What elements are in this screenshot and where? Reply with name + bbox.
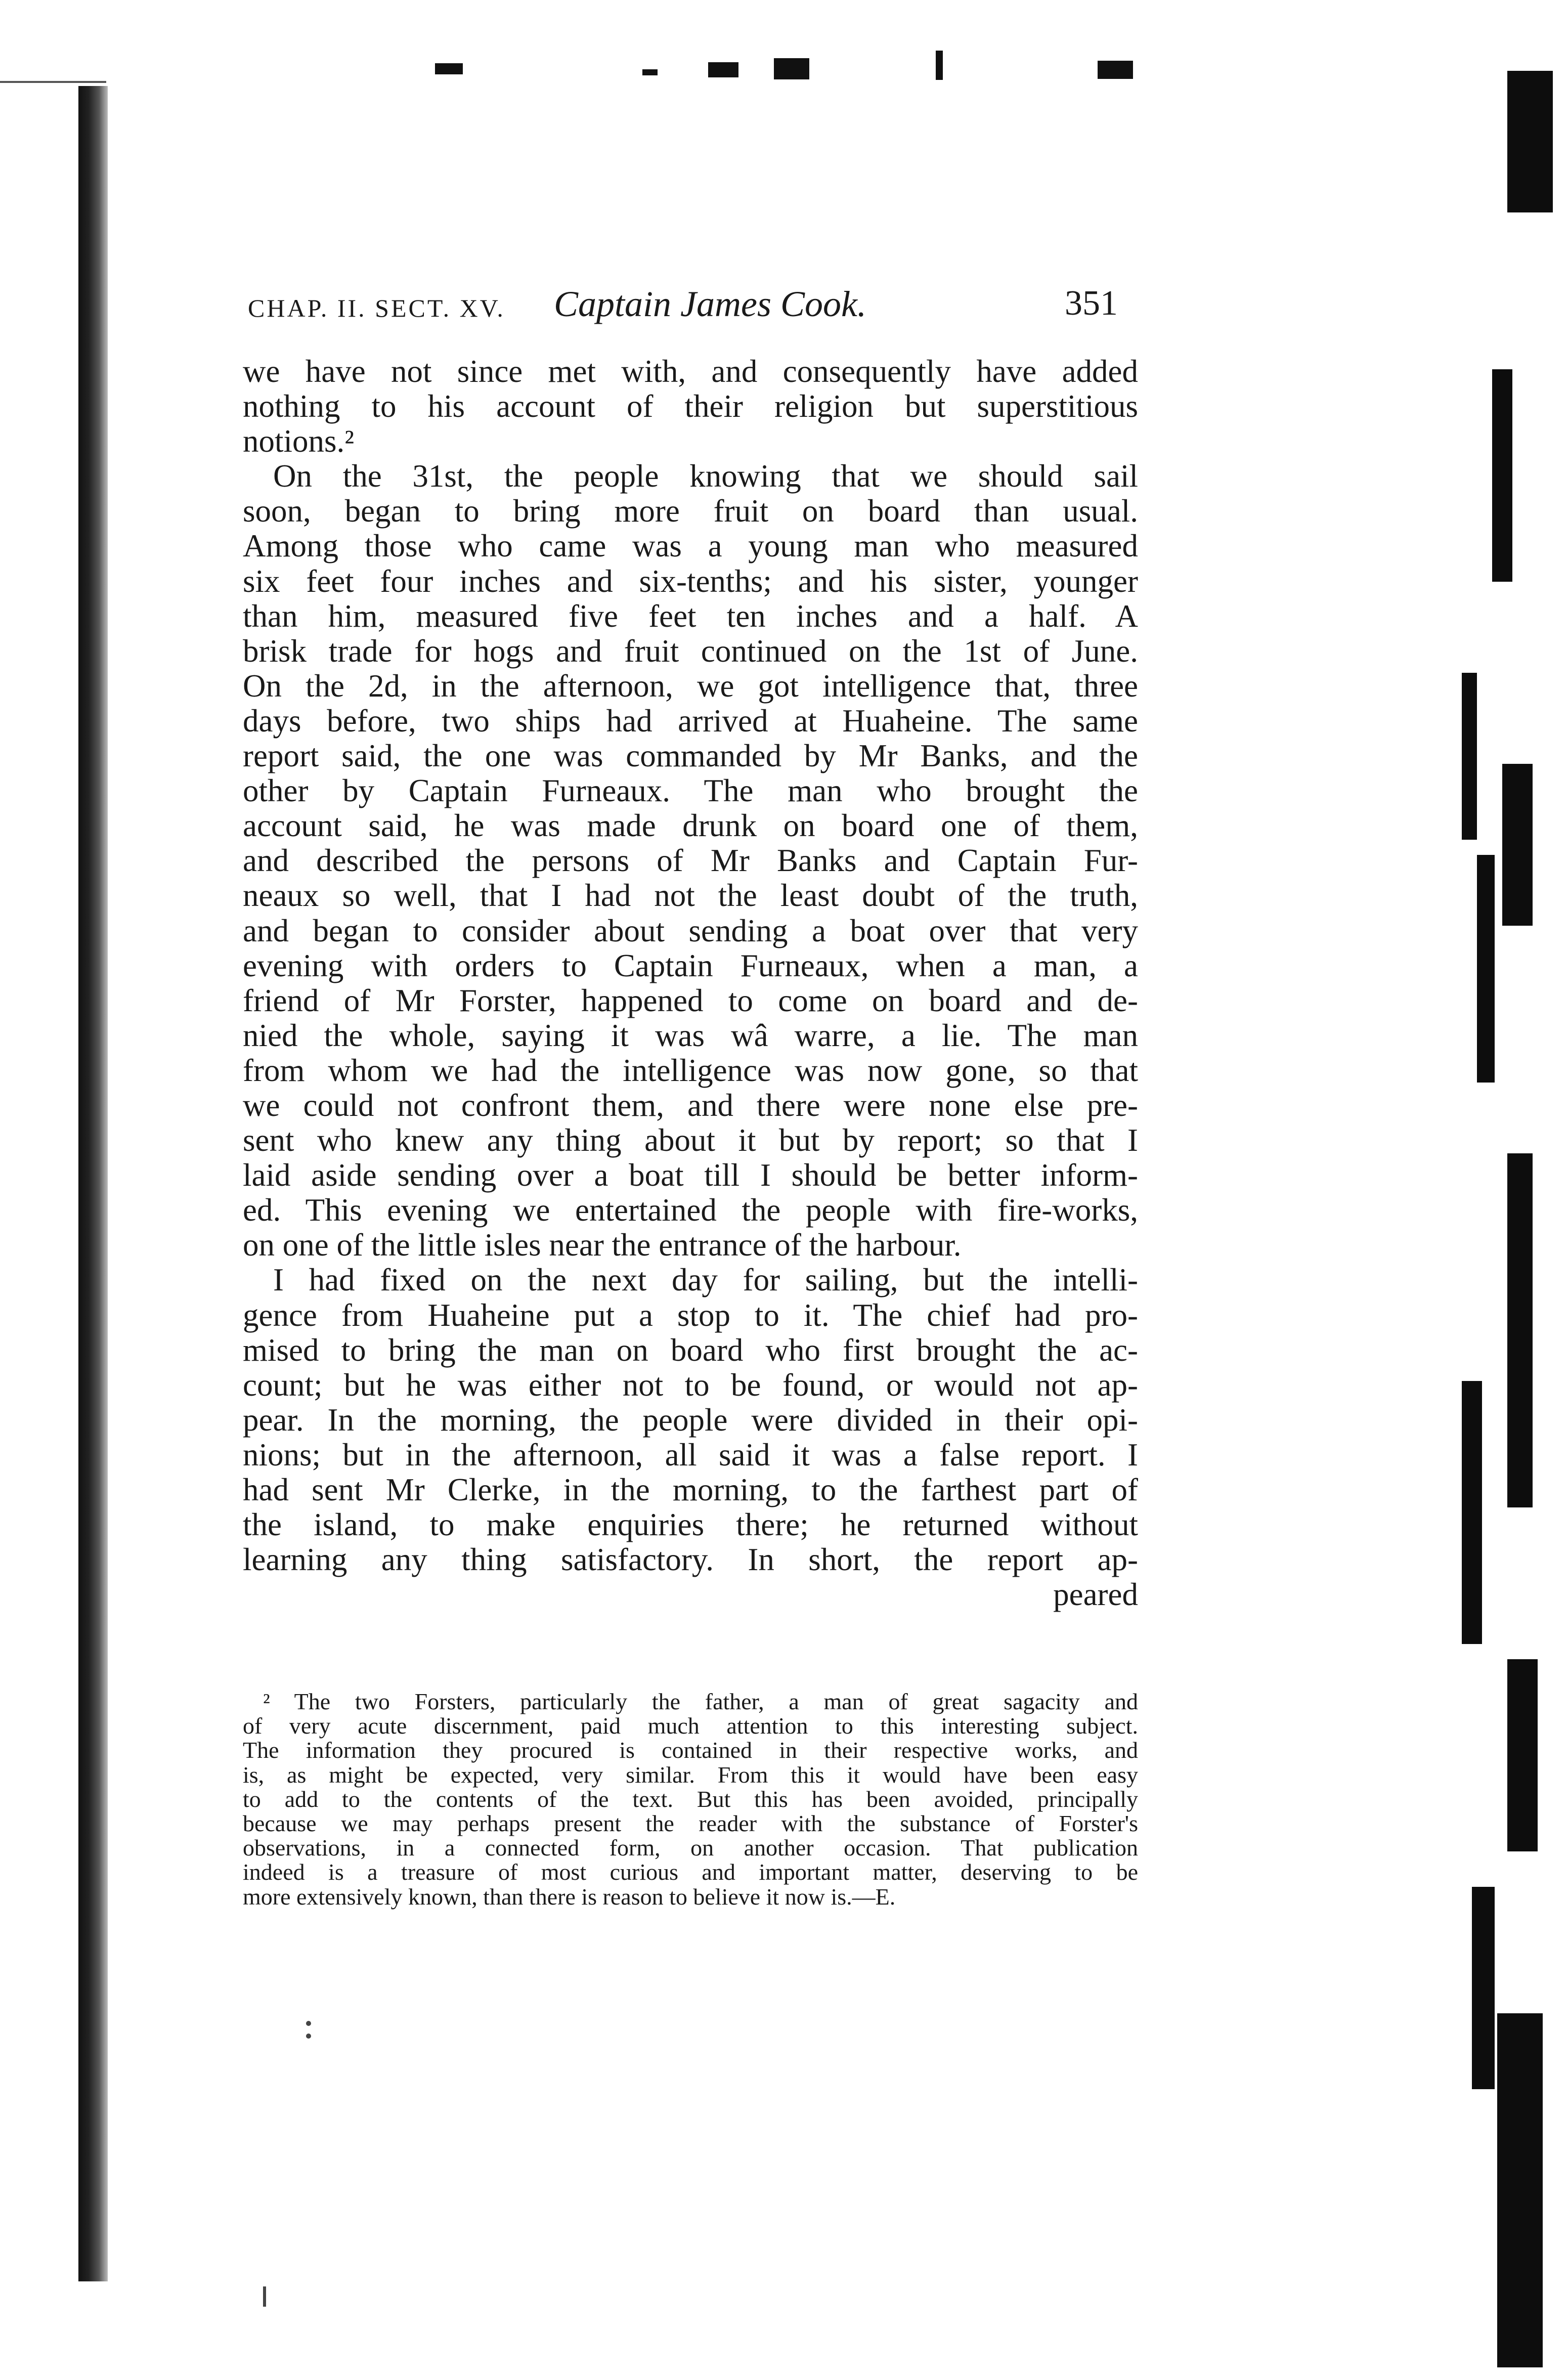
text-line: laid aside sending over a boat till I should be better inform- — [243, 1157, 1138, 1193]
text-line: the island, to make enquiries there; he returned without — [243, 1507, 1138, 1543]
running-title: Captain James Cook. — [554, 284, 866, 324]
footnote-line: is, as might be expected, very similar. From this it would have been easy — [243, 1761, 1138, 1788]
text-line: notions.² — [243, 423, 355, 459]
footnote-line: because we may perhaps present the reader with the substance of Forster's — [243, 1810, 1138, 1836]
text-line: and began to consider about sending a boat over that very — [243, 913, 1138, 948]
text-line: mised to bring the man on board who first brought the ac- — [243, 1332, 1138, 1368]
footnote-line: of very acute discernment, paid much attention to this interesting subject. — [243, 1713, 1138, 1739]
text-line: neaux so well, that I had not the least doubt of the truth, — [243, 878, 1138, 914]
scan-speck — [306, 2021, 311, 2026]
text-line: On the 31st, the people knowing that we should sail — [273, 458, 1138, 494]
text-line: other by Captain Furneaux. The man who brought the — [243, 773, 1138, 809]
text-line: ed. This evening we entertained the people with fire-works, — [243, 1192, 1138, 1228]
footnote-line: to add to the contents of the text. But this has been avoided, principally — [243, 1786, 1138, 1812]
text-line: we have not since met with, and consequently have added — [243, 354, 1138, 389]
text-line: and described the persons of Mr Banks and Captain Fur- — [243, 843, 1138, 879]
footnote-line: indeed is a treasure of most curious and important matter, deserving to be — [243, 1859, 1138, 1885]
text-line: nied the whole, saying it was wâ warre, a lie. The man — [243, 1017, 1138, 1053]
text-line: friend of Mr Forster, happened to come on board and de- — [243, 982, 1138, 1018]
scan-left-edge — [78, 86, 108, 2281]
scan-border-line — [0, 81, 106, 83]
text-line: sent who knew any thing about it but by report; so that I — [243, 1122, 1138, 1158]
text-line: six feet four inches and six-tenths; and his sister, younger — [243, 563, 1138, 599]
page-header — [248, 273, 1128, 329]
page-number: 351 — [1065, 284, 1118, 323]
text-line: brisk trade for hogs and fruit continued on the 1st of June. — [243, 633, 1138, 669]
text-line: learning any thing satisfactory. In short, the report ap- — [243, 1542, 1138, 1578]
text-line: than him, measured five feet ten inches and a half. A — [243, 598, 1138, 634]
text-line: gence from Huaheine put a stop to it. The chief had pro- — [243, 1297, 1138, 1333]
body-text — [243, 354, 1138, 1612]
footnote-line: observations, in a connected form, on another occasion. That publication — [243, 1835, 1138, 1861]
text-line: Among those who came was a young man who measured — [243, 528, 1138, 564]
footnote-line: ² The two Forsters, particularly the father, a man of great sagacity and — [263, 1689, 1138, 1714]
text-line: soon, began to bring more fruit on board than usual. — [243, 493, 1138, 529]
text-line: had sent Mr Clerke, in the morning, to the farthest part of — [243, 1472, 1138, 1507]
text-line: account said, he was made drunk on board one of them, — [243, 808, 1138, 844]
scan-speck — [306, 2034, 311, 2039]
text-line: count; but he was either not to be found, or would not ap- — [243, 1367, 1138, 1403]
text-line: we could not confront them, and there were none else pre- — [243, 1087, 1138, 1123]
footnote-block — [243, 1690, 1138, 1909]
text-line: I had fixed on the next day for sailing, but the intelli- — [273, 1262, 1138, 1298]
text-line: from whom we had the intelligence was now gone, so that — [243, 1052, 1138, 1088]
scan-binding-strip — [1431, 66, 1568, 2372]
footnote-line: more extensively known, than there is reason to believe it now is.—E. — [243, 1883, 896, 1910]
text-line: nothing to his account of their religion but superstitious — [243, 388, 1138, 424]
text-line: on one of the little isles near the entrance of the harbour. — [243, 1227, 962, 1263]
text-line: pear. In the morning, the people were divided in their opi- — [243, 1402, 1138, 1438]
text-line: nions; but in the afternoon, all said it was a false report. I — [243, 1437, 1138, 1473]
text-line: evening with orders to Captain Furneaux, when a man, a — [243, 947, 1138, 983]
footnote-line: The information they procured is contained in their respective works, and — [243, 1737, 1138, 1763]
catchword: peared — [1053, 1577, 1138, 1613]
text-line: On the 2d, in the afternoon, we got intelligence that, three — [243, 668, 1138, 704]
scan-top-specks — [425, 48, 1209, 89]
text-line: report said, the one was commanded by Mr Banks, and the — [243, 738, 1138, 774]
scan-speck — [263, 2286, 266, 2307]
text-line: days before, two ships had arrived at Huaheine. The same — [243, 703, 1138, 739]
chapter-section-label: CHAP. II. SECT. XV. — [248, 294, 505, 322]
